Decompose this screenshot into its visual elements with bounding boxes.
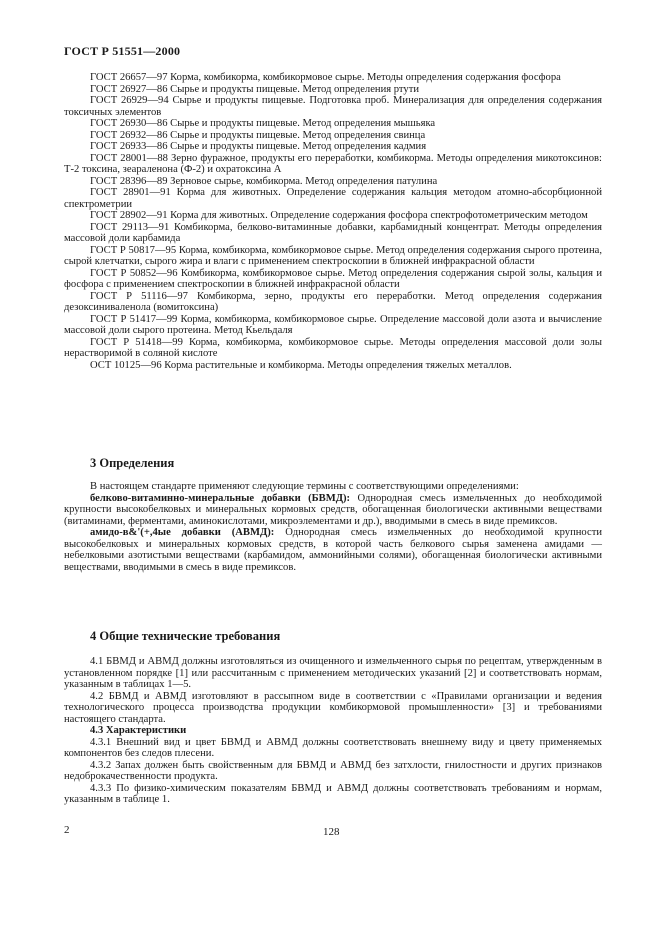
reference-item: ГОСТ 28901—91 Корма для животных. Определение содержания кальция методом атомно-абсорбционной спектрометрии xyxy=(64,187,602,210)
reference-item: ГОСТ Р 51417—99 Корма, комбикорма, комбикормовое сырье. Определение массовой доли азота и вычисление массовой доли сырого протеина. Метод Кьельдаля xyxy=(64,313,602,336)
standard-header: ГОСТ Р 51551—2000 xyxy=(64,44,181,58)
section-4-heading: 4 Общие технические требования xyxy=(90,629,281,643)
reference-list xyxy=(64,72,602,371)
reference-item: ГОСТ 26927—86 Сырье и продукты пищевые. Метод определения ртути xyxy=(90,83,420,95)
clause-4-3-2: 4.3.2 Запах должен быть свойственным для БВМД и АВМД без затхлости, гнилостности и других признаков недоброкачественности продукта. xyxy=(64,759,602,782)
reference-item: ГОСТ Р 51116—97 Комбикорма, зерно, продукты его переработки. Метод определения содержания дезоксиниваленола (вомитоксина) xyxy=(64,290,602,313)
reference-item: ГОСТ 26657—97 Корма, комбикорма, комбикормовое сырье. Методы определения содержания фосфора xyxy=(90,72,561,83)
reference-item: ГОСТ 26933—86 Сырье и продукты пищевые. Метод определения кадмия xyxy=(90,141,427,152)
document-page xyxy=(64,0,604,936)
reference-item: ГОСТ Р 50852—96 Комбикорма, комбикормовое сырье. Метод определения содержания сырой золы, кальция и фосфора с применением спектроскопии в ближней инфракрасной области xyxy=(64,267,602,290)
section-3-heading: 3 Определения xyxy=(90,456,175,470)
reference-item: ГОСТ Р 50817—95 Корма, комбикорма, комбикормовое сырье. Метод определения содержания сырого протеина, сырой клетчатки, сырого жира и влаги с применением спектроскопии в ближней инфракрасной области xyxy=(64,244,602,267)
definitions xyxy=(64,481,602,573)
definition-bvmd xyxy=(64,493,602,528)
term-avmd-text: Однородная смесь измельченных до необходимой крупности высокобелковых и минеральных кормовых средств, в которой часть белкового сырья заменена амидами — небелковыми азотистыми веществами (карбамидом, аммонийными солями), обогащенная биологически активными веществами, вводимыми в смесь в виде премиксов. xyxy=(64,527,602,573)
reference-item: ОСТ 10125—96 Корма растительные и комбикорма. Методы определения тяжелых металлов. xyxy=(90,359,512,371)
term-bvmd-text: Однородная смесь измельченных до необходимой крупности высокобелковых и минеральных кормовых средств, обогащенная биологически активными веществами (витаминами, ферментами, аминокислотами, микроэлементами и др.), вводимыми в смесь в виде премиксов. xyxy=(64,492,602,527)
reference-item: ГОСТ 29113—91 Комбикорма, белково-витаминные добавки, карбамидный концентрат. Методы определения массовой доли карбамида xyxy=(64,221,602,244)
clause-4-3-3: 4.3.3 По физико-химическим показателям БВМД и АВМД должны соответствовать требованиям и нормам, указанным в таблице 1. xyxy=(64,782,602,805)
clause-4-1: 4.1 БВМД и АВМД должны изготовляться из очищенного и измельченного сырья по рецептам, утвержденным в установленном порядке [1] или рассчитанным с применением методических указаний [2] и соответствовать нормам, указанным в таблицах 1—5. xyxy=(64,656,602,690)
reference-item: ГОСТ 26932—86 Сырье и продукты пищевые. Метод определения свинца xyxy=(90,129,426,141)
definitions-intro: В настоящем стандарте применяют следующие термины с соответствующими определениями: xyxy=(90,481,519,492)
section-3 xyxy=(64,456,602,471)
reference-item: ГОСТ 28902—91 Корма для животных. Определение содержания фосфора спектрофотометрическим методом xyxy=(90,210,588,221)
reference-item: ГОСТ 26930—86 Сырье и продукты пищевые. Метод определения мышьяка xyxy=(90,118,436,129)
clause-4-3-1: 4.3.1 Внешний вид и цвет БВМД и АВМД должны соответствовать внешнему виду и цвету применяемых компонентов без следов плесени. xyxy=(64,736,602,759)
reference-item: ГОСТ 26929—94 Сырье и продукты пищевые. Подготовка проб. Минерализация для определения содержания токсичных элементов xyxy=(64,95,602,118)
term-avmd: амидо-в&'(+,4ые добавки (АВМД): xyxy=(90,527,275,538)
requirements xyxy=(64,656,602,806)
clause-4-3-heading: 4.3 Характеристики xyxy=(90,725,187,736)
reference-item: ГОСТ 28001—88 Зерно фуражное, продукты его переработки, комбикорма. Методы определения микотоксинов: Т-2 токсина, зеараленона (Ф-2) и охратоксина А xyxy=(64,152,602,175)
clause-4-2: 4.2 БВМД и АВМД изготовляют в рассыпном виде в соответствии с «Правилами организации и ведения технологического процесса производства продукции комбикормовой промышленности» [3] и требованиями настоящего стандарта. xyxy=(64,690,602,725)
reference-item: ГОСТ Р 51418—99 Корма, комбикорма, комбикормовое сырье. Методы определения массовой доли золы нерастворимой в соляной кислоте xyxy=(64,336,602,359)
definition-avmd xyxy=(64,527,602,573)
reference-item: ГОСТ 28396—89 Зерновое сырье, комбикорма. Метод определения патулина xyxy=(90,175,438,187)
term-bvmd: белково-витаминно-минеральные добавки (БВМД): xyxy=(90,492,351,504)
page-number-left: 2 xyxy=(64,824,70,836)
section-4 xyxy=(64,629,602,644)
page-number-center: 128 xyxy=(323,826,340,838)
